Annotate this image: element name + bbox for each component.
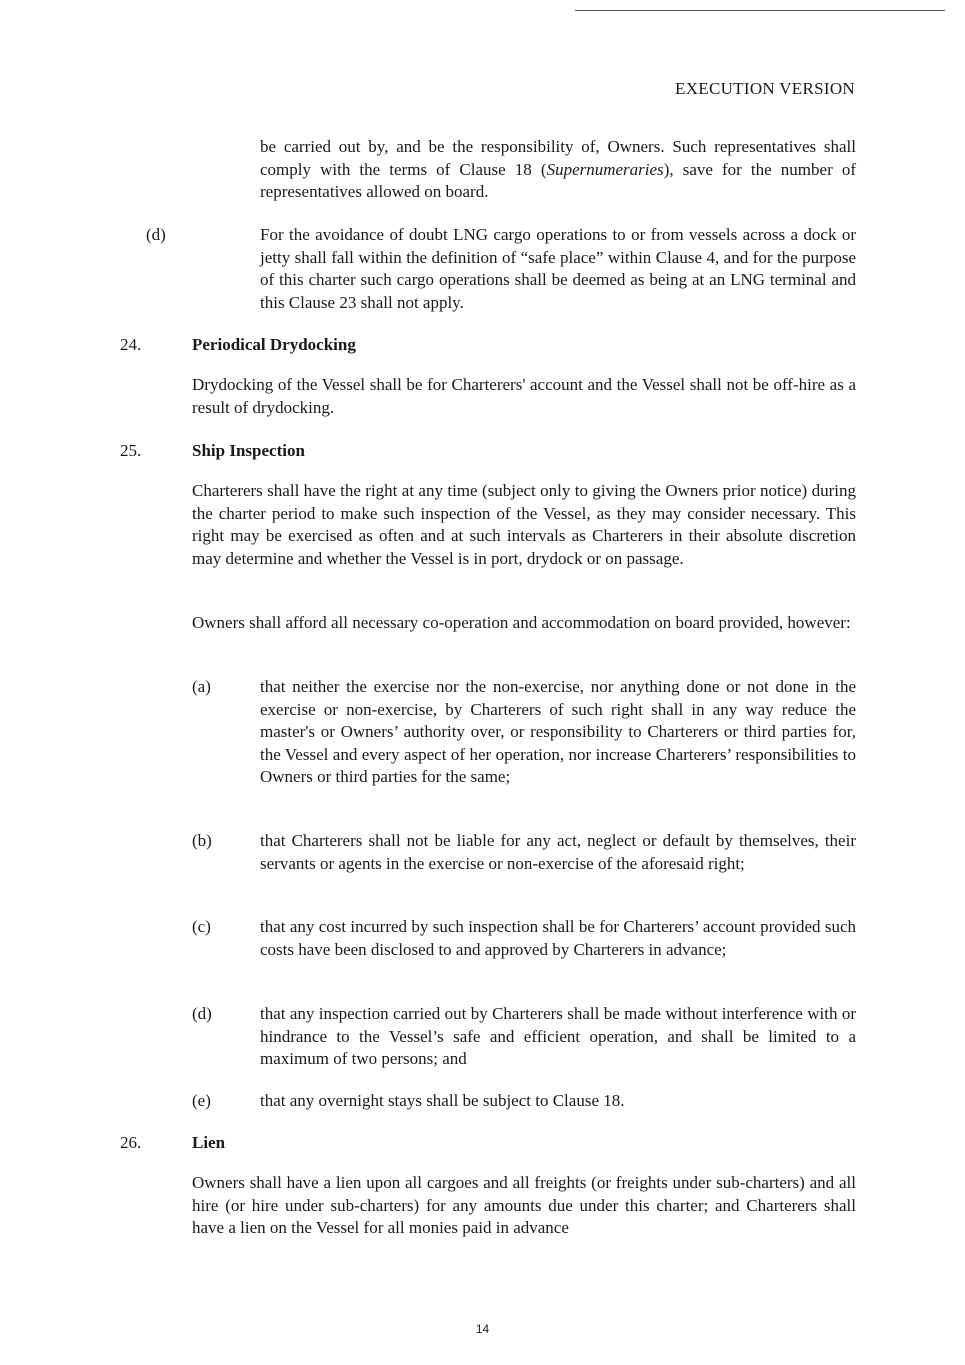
- item-d-label-2: (d): [192, 1004, 212, 1023]
- item-d-label: (d): [146, 225, 166, 244]
- clause-26-number: 26.: [120, 1133, 142, 1152]
- item-c-text: that any cost incurred by such inspection shall be for Charterers’ account provided such costs have been disclosed to and approved by Charterers in advance;: [260, 917, 856, 959]
- clause-24-number: 24.: [120, 335, 142, 354]
- item-e-text: that any overnight stays shall be subject to Clause 18.: [260, 1091, 625, 1110]
- clause-25-title: Ship Inspection: [192, 441, 305, 460]
- item-d-text-2: that any inspection carried out by Charterers shall be made without interference with or hindrance to the Vessel’s safe and efficient operation, and shall be limited to a maximum of two persons; and: [260, 1004, 856, 1068]
- item-a-label: (a): [192, 677, 211, 696]
- top-rule: [575, 10, 945, 11]
- intro-text-2: ), save for the number of representatives allowed on board.: [260, 159, 857, 201]
- item-b-text: that Charterers shall not be liable for any act, neglect or default by themselves, their servants or agents in the exercise or non-exercise of the aforesaid right;: [260, 831, 856, 873]
- intro-paragraph: [260, 136, 856, 204]
- item-a-text: that neither the exercise nor the non-exercise, nor anything done or not done in the exercise or non-exercise, by Charterers of such right shall in any way reduce the master's or Owners’ authority over, or responsibility to Charterers or third parties for, the Vessel and every aspect of her operation, nor increase Charterers’ responsibilities to Owners or third parties for the same;: [260, 677, 856, 786]
- intro-italic: Supernumeraries: [546, 159, 664, 179]
- clause-24-text: Drydocking of the Vessel shall be for Charterers' account and the Vessel shall not be off-hire as a result of drydocking.: [192, 375, 856, 417]
- clause-25-number: 25.: [120, 441, 142, 460]
- intro-text-1: be carried out by, and be the responsibility of, Owners. Such representatives shall comply with the terms of Clause 18 (: [260, 137, 856, 179]
- clause-26-title: Lien: [192, 1133, 226, 1152]
- item-d-text: For the avoidance of doubt LNG cargo operations to or from vessels across a dock or jetty shall fall within the definition of “safe place” within Clause 4, and for the purpose of this charter such cargo operations shall be deemed as being at an LNG terminal and this Clause 23 shall not apply.: [260, 225, 856, 312]
- clause-25-para2: Owners shall afford all necessary co-operation and accommodation on board provided, however:: [192, 613, 851, 632]
- clause-26-text: Owners shall have a lien upon all cargoes and all freights (or freights under sub-charters) and all hire (or hire under sub-charters) for any amounts due under this charter; and Charterers shall have a lien on the Vessel for all monies paid in advance: [192, 1173, 856, 1237]
- page-number: 14: [475, 1322, 490, 1336]
- clause-25-para1: Charterers shall have the right at any time (subject only to giving the Owners prior notice) during the charter period to make such inspection of the Vessel, as they may consider necessary. This right may be exercised as often and at such intervals as Charterers in their absolute discretion may determine and whether the Vessel is in port, drydock or on passage.: [192, 481, 856, 568]
- item-c-label: (c): [192, 917, 211, 936]
- item-b-label: (b): [192, 831, 212, 850]
- item-e-label: (e): [192, 1091, 211, 1110]
- execution-version-header: EXECUTION VERSION: [675, 79, 855, 98]
- clause-24-title: Periodical Drydocking: [192, 335, 356, 354]
